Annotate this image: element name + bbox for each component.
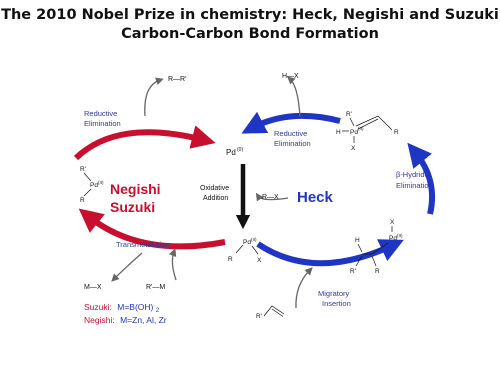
beta-hydride-line1: β-Hydride: [396, 170, 429, 179]
red-cycle-arc-top: [76, 132, 204, 158]
svg-text:R: R: [394, 129, 399, 136]
svg-text:(0): (0): [237, 147, 244, 153]
svg-text:X: X: [257, 257, 262, 264]
hydride-alkene-complex: [336, 111, 399, 152]
negishi-definition: [84, 315, 167, 325]
svg-text:(II): (II): [98, 180, 104, 185]
svg-text:R: R: [80, 197, 85, 204]
svg-text:R: R: [228, 256, 233, 263]
alkene-substrate: [256, 306, 284, 320]
left-pd-complex: [80, 166, 104, 204]
negishi-label: Negishi: [110, 181, 161, 197]
title-line-2: Carbon-Carbon Bond Formation: [121, 26, 379, 42]
heck-label: Heck: [297, 189, 333, 206]
svg-text:R: R: [375, 268, 380, 275]
svg-text:Negishi: M=Zn, Al, Zr: Negishi: M=Zn, Al, Zr: [84, 315, 167, 325]
transmetalation-out-arrow: [114, 253, 142, 279]
svg-text:Pd: Pd: [389, 235, 397, 242]
pd0-catalyst: [226, 147, 243, 157]
right-reductive-elimination-line2: Elimination: [274, 139, 311, 148]
svg-text:(II): (II): [397, 233, 403, 238]
suzuki-definition: [84, 302, 160, 314]
hx-out-arrow: [290, 79, 300, 117]
alkyl-pd-complex: [350, 219, 403, 275]
left-reductive-elimination-line2: Elimination: [84, 119, 121, 128]
left-reductive-elimination-line1: Reductive: [84, 109, 118, 118]
title-line-1: The 2010 Nobel Prize in chemistry: Heck, Negishi and Suzuki: [1, 7, 499, 23]
suzuki-label: Suzuki: [110, 199, 156, 215]
oxidative-addition-line1: Oxidative: [200, 185, 230, 192]
beta-hydride-line2: Elimination: [396, 181, 433, 190]
product-out-arrow: [145, 80, 160, 116]
svg-text:R': R': [350, 268, 356, 275]
svg-text:Suzuki: M=B(OH) 2: Suzuki: M=B(OH) $_2$: [84, 302, 160, 314]
transmetalation-label: Transmetalation: [116, 240, 170, 249]
svg-text:Pd: Pd: [90, 182, 98, 189]
right-reductive-elimination-line1: Reductive: [274, 129, 308, 138]
alkene-in-arrow: [296, 270, 310, 308]
svg-text:Pd: Pd: [350, 129, 358, 136]
reagent-r-m: R'—M: [146, 284, 166, 291]
hx-product: H—X: [282, 73, 299, 80]
svg-text:H: H: [355, 237, 360, 244]
svg-text:X: X: [351, 145, 356, 152]
svg-text:(II): (II): [251, 237, 257, 242]
migratory-insertion-line2: Insertion: [322, 299, 351, 308]
aryl-halide-rx: R—X: [262, 194, 279, 201]
center-pd-complex: [228, 237, 262, 264]
svg-text:(II): (II): [358, 126, 364, 131]
svg-text:H: H: [336, 129, 341, 136]
oxidative-addition-line2: Addition: [203, 195, 229, 202]
svg-text:R': R': [80, 166, 86, 173]
transmetalation-in-arrow: [172, 252, 176, 280]
svg-text:Pd: Pd: [226, 148, 236, 157]
svg-text:X: X: [390, 219, 395, 226]
blue-cycle-arc-top: [252, 116, 340, 128]
byproduct-mx: M—X: [84, 284, 102, 291]
svg-text:R': R': [256, 313, 262, 320]
svg-text:R': R': [346, 111, 352, 118]
left-product: R—R': [168, 76, 187, 83]
svg-text:Pd: Pd: [243, 239, 251, 246]
migratory-insertion-line1: Migratory: [318, 289, 350, 298]
